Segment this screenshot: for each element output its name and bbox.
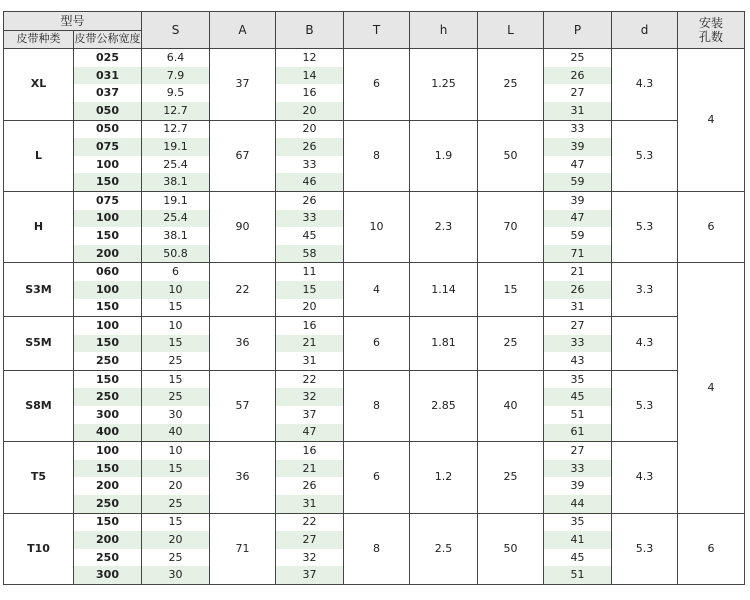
T-cell: 8 [344, 370, 410, 441]
h-cell: 1.14 [410, 263, 478, 317]
h-cell: 1.2 [410, 442, 478, 513]
B-cell: 37 [276, 406, 344, 424]
belt-width-code-cell: 250 [74, 549, 142, 567]
table-row [4, 513, 745, 531]
B-cell: 22 [276, 370, 344, 388]
L-cell: 25 [478, 49, 544, 120]
belt-width-code-cell: 150 [74, 227, 142, 245]
d-cell: 4.3 [612, 442, 678, 513]
header-belt-type: 皮带种类 [4, 30, 74, 49]
A-cell: 36 [210, 442, 276, 513]
table-row [4, 120, 745, 138]
belt-type-cell: XL [4, 49, 74, 120]
header-install-holes [678, 12, 745, 49]
S-cell: 10 [142, 442, 210, 460]
A-cell: 37 [210, 49, 276, 120]
P-cell: 39 [544, 191, 612, 209]
B-cell: 11 [276, 263, 344, 281]
belt-width-code-cell: 100 [74, 317, 142, 335]
S-cell: 10 [142, 317, 210, 335]
belt-width-code-cell: 060 [74, 263, 142, 281]
belt-width-code-cell: 075 [74, 191, 142, 209]
P-cell: 39 [544, 477, 612, 495]
P-cell: 39 [544, 138, 612, 156]
header-belt-width: 皮带公称宽度 [74, 30, 142, 49]
B-cell: 22 [276, 513, 344, 531]
belt-type-cell: S5M [4, 317, 74, 371]
d-cell: 3.3 [612, 263, 678, 317]
spec-table-body [4, 49, 745, 585]
S-cell: 15 [142, 299, 210, 317]
B-cell: 26 [276, 191, 344, 209]
B-cell: 26 [276, 477, 344, 495]
A-cell: 22 [210, 263, 276, 317]
belt-type-cell: S3M [4, 263, 74, 317]
d-cell: 5.3 [612, 191, 678, 262]
B-cell: 26 [276, 138, 344, 156]
P-cell: 35 [544, 370, 612, 388]
belt-width-code-cell: 037 [74, 84, 142, 102]
h-cell: 1.9 [410, 120, 478, 191]
belt-width-code-cell: 150 [74, 370, 142, 388]
P-cell: 45 [544, 549, 612, 567]
S-cell: 25 [142, 495, 210, 513]
belt-width-code-cell: 025 [74, 49, 142, 67]
T-cell: 4 [344, 263, 410, 317]
P-cell: 33 [544, 460, 612, 478]
P-cell: 31 [544, 299, 612, 317]
h-cell: 1.25 [410, 49, 478, 120]
belt-width-code-cell: 031 [74, 67, 142, 85]
table-row [4, 370, 745, 388]
S-cell: 12.7 [142, 102, 210, 120]
d-cell: 4.3 [612, 49, 678, 120]
spec-table-container [3, 11, 745, 585]
S-cell: 12.7 [142, 120, 210, 138]
table-row [4, 442, 745, 460]
belt-width-code-cell: 050 [74, 102, 142, 120]
h-cell: 2.3 [410, 191, 478, 262]
P-cell: 26 [544, 67, 612, 85]
header-install-holes-line1: 安装 [698, 16, 723, 31]
belt-width-code-cell: 075 [74, 138, 142, 156]
B-cell: 12 [276, 49, 344, 67]
belt-width-code-cell: 200 [74, 245, 142, 263]
P-cell: 35 [544, 513, 612, 531]
header-A: A [210, 12, 276, 49]
L-cell: 25 [478, 317, 544, 371]
belt-width-code-cell: 250 [74, 495, 142, 513]
belt-width-code-cell: 400 [74, 424, 142, 442]
table-row [4, 317, 745, 335]
P-cell: 21 [544, 263, 612, 281]
install-holes-cell: 4 [678, 49, 745, 192]
table-row [4, 263, 745, 281]
L-cell: 15 [478, 263, 544, 317]
belt-width-code-cell: 150 [74, 173, 142, 191]
S-cell: 50.8 [142, 245, 210, 263]
S-cell: 15 [142, 513, 210, 531]
L-cell: 70 [478, 191, 544, 262]
S-cell: 15 [142, 370, 210, 388]
install-holes-cell: 4 [678, 263, 745, 513]
T-cell: 8 [344, 513, 410, 584]
h-cell: 1.81 [410, 317, 478, 371]
belt-width-code-cell: 150 [74, 513, 142, 531]
h-cell: 2.5 [410, 513, 478, 584]
header-install-holes-line2: 孔数 [698, 30, 723, 45]
B-cell: 16 [276, 84, 344, 102]
S-cell: 15 [142, 335, 210, 353]
B-cell: 33 [276, 210, 344, 228]
P-cell: 59 [544, 227, 612, 245]
S-cell: 9.5 [142, 84, 210, 102]
belt-width-code-cell: 100 [74, 156, 142, 174]
B-cell: 33 [276, 156, 344, 174]
P-cell: 41 [544, 531, 612, 549]
P-cell: 47 [544, 210, 612, 228]
belt-width-code-cell: 300 [74, 406, 142, 424]
B-cell: 15 [276, 281, 344, 299]
header-L: L [478, 12, 544, 49]
P-cell: 44 [544, 495, 612, 513]
S-cell: 25 [142, 549, 210, 567]
header-h: h [410, 12, 478, 49]
S-cell: 25 [142, 352, 210, 370]
B-cell: 45 [276, 227, 344, 245]
P-cell: 61 [544, 424, 612, 442]
P-cell: 25 [544, 49, 612, 67]
P-cell: 27 [544, 84, 612, 102]
B-cell: 16 [276, 442, 344, 460]
S-cell: 30 [142, 566, 210, 584]
P-cell: 59 [544, 173, 612, 191]
header-model: 型号 [4, 12, 142, 31]
P-cell: 45 [544, 388, 612, 406]
P-cell: 43 [544, 352, 612, 370]
S-cell: 19.1 [142, 138, 210, 156]
belt-width-code-cell: 250 [74, 352, 142, 370]
S-cell: 38.1 [142, 173, 210, 191]
B-cell: 37 [276, 566, 344, 584]
h-cell: 2.85 [410, 370, 478, 441]
A-cell: 71 [210, 513, 276, 584]
belt-width-code-cell: 150 [74, 460, 142, 478]
S-cell: 20 [142, 531, 210, 549]
table-row [4, 191, 745, 209]
belt-type-cell: L [4, 120, 74, 191]
S-cell: 25.4 [142, 156, 210, 174]
belt-width-code-cell: 050 [74, 120, 142, 138]
belt-width-code-cell: 100 [74, 442, 142, 460]
S-cell: 7.9 [142, 67, 210, 85]
header-B: B [276, 12, 344, 49]
install-holes-cell: 6 [678, 513, 745, 584]
B-cell: 31 [276, 495, 344, 513]
T-cell: 6 [344, 317, 410, 371]
d-cell: 5.3 [612, 370, 678, 441]
S-cell: 38.1 [142, 227, 210, 245]
S-cell: 40 [142, 424, 210, 442]
S-cell: 30 [142, 406, 210, 424]
belt-type-cell: H [4, 191, 74, 262]
T-cell: 8 [344, 120, 410, 191]
header-d: d [612, 12, 678, 49]
belt-type-cell: T5 [4, 442, 74, 513]
B-cell: 27 [276, 531, 344, 549]
A-cell: 57 [210, 370, 276, 441]
header-P: P [544, 12, 612, 49]
d-cell: 4.3 [612, 317, 678, 371]
install-holes-cell: 6 [678, 191, 745, 262]
S-cell: 10 [142, 281, 210, 299]
header-T: T [344, 12, 410, 49]
B-cell: 47 [276, 424, 344, 442]
B-cell: 21 [276, 335, 344, 353]
B-cell: 31 [276, 352, 344, 370]
T-cell: 10 [344, 191, 410, 262]
A-cell: 90 [210, 191, 276, 262]
B-cell: 58 [276, 245, 344, 263]
B-cell: 16 [276, 317, 344, 335]
P-cell: 26 [544, 281, 612, 299]
belt-type-cell: S8M [4, 370, 74, 441]
header-S: S [142, 12, 210, 49]
L-cell: 50 [478, 120, 544, 191]
B-cell: 14 [276, 67, 344, 85]
P-cell: 47 [544, 156, 612, 174]
belt-width-code-cell: 100 [74, 210, 142, 228]
P-cell: 33 [544, 120, 612, 138]
belt-width-code-cell: 250 [74, 388, 142, 406]
P-cell: 71 [544, 245, 612, 263]
S-cell: 15 [142, 460, 210, 478]
d-cell: 5.3 [612, 120, 678, 191]
L-cell: 25 [478, 442, 544, 513]
belt-width-code-cell: 300 [74, 566, 142, 584]
L-cell: 40 [478, 370, 544, 441]
B-cell: 32 [276, 388, 344, 406]
S-cell: 19.1 [142, 191, 210, 209]
B-cell: 46 [276, 173, 344, 191]
belt-width-code-cell: 150 [74, 335, 142, 353]
P-cell: 51 [544, 566, 612, 584]
table-row [4, 49, 745, 67]
A-cell: 67 [210, 120, 276, 191]
T-cell: 6 [344, 49, 410, 120]
L-cell: 50 [478, 513, 544, 584]
S-cell: 20 [142, 477, 210, 495]
B-cell: 20 [276, 299, 344, 317]
S-cell: 25.4 [142, 210, 210, 228]
header-row-top [4, 12, 745, 31]
belt-width-code-cell: 150 [74, 299, 142, 317]
P-cell: 27 [544, 442, 612, 460]
B-cell: 20 [276, 120, 344, 138]
T-cell: 6 [344, 442, 410, 513]
B-cell: 21 [276, 460, 344, 478]
P-cell: 33 [544, 335, 612, 353]
S-cell: 6 [142, 263, 210, 281]
S-cell: 25 [142, 388, 210, 406]
B-cell: 20 [276, 102, 344, 120]
P-cell: 31 [544, 102, 612, 120]
S-cell: 6.4 [142, 49, 210, 67]
belt-width-code-cell: 200 [74, 531, 142, 549]
belt-type-cell: T10 [4, 513, 74, 584]
d-cell: 5.3 [612, 513, 678, 584]
P-cell: 27 [544, 317, 612, 335]
P-cell: 51 [544, 406, 612, 424]
belt-width-code-cell: 100 [74, 281, 142, 299]
A-cell: 36 [210, 317, 276, 371]
B-cell: 32 [276, 549, 344, 567]
belt-width-code-cell: 200 [74, 477, 142, 495]
belt-spec-table [3, 11, 745, 585]
